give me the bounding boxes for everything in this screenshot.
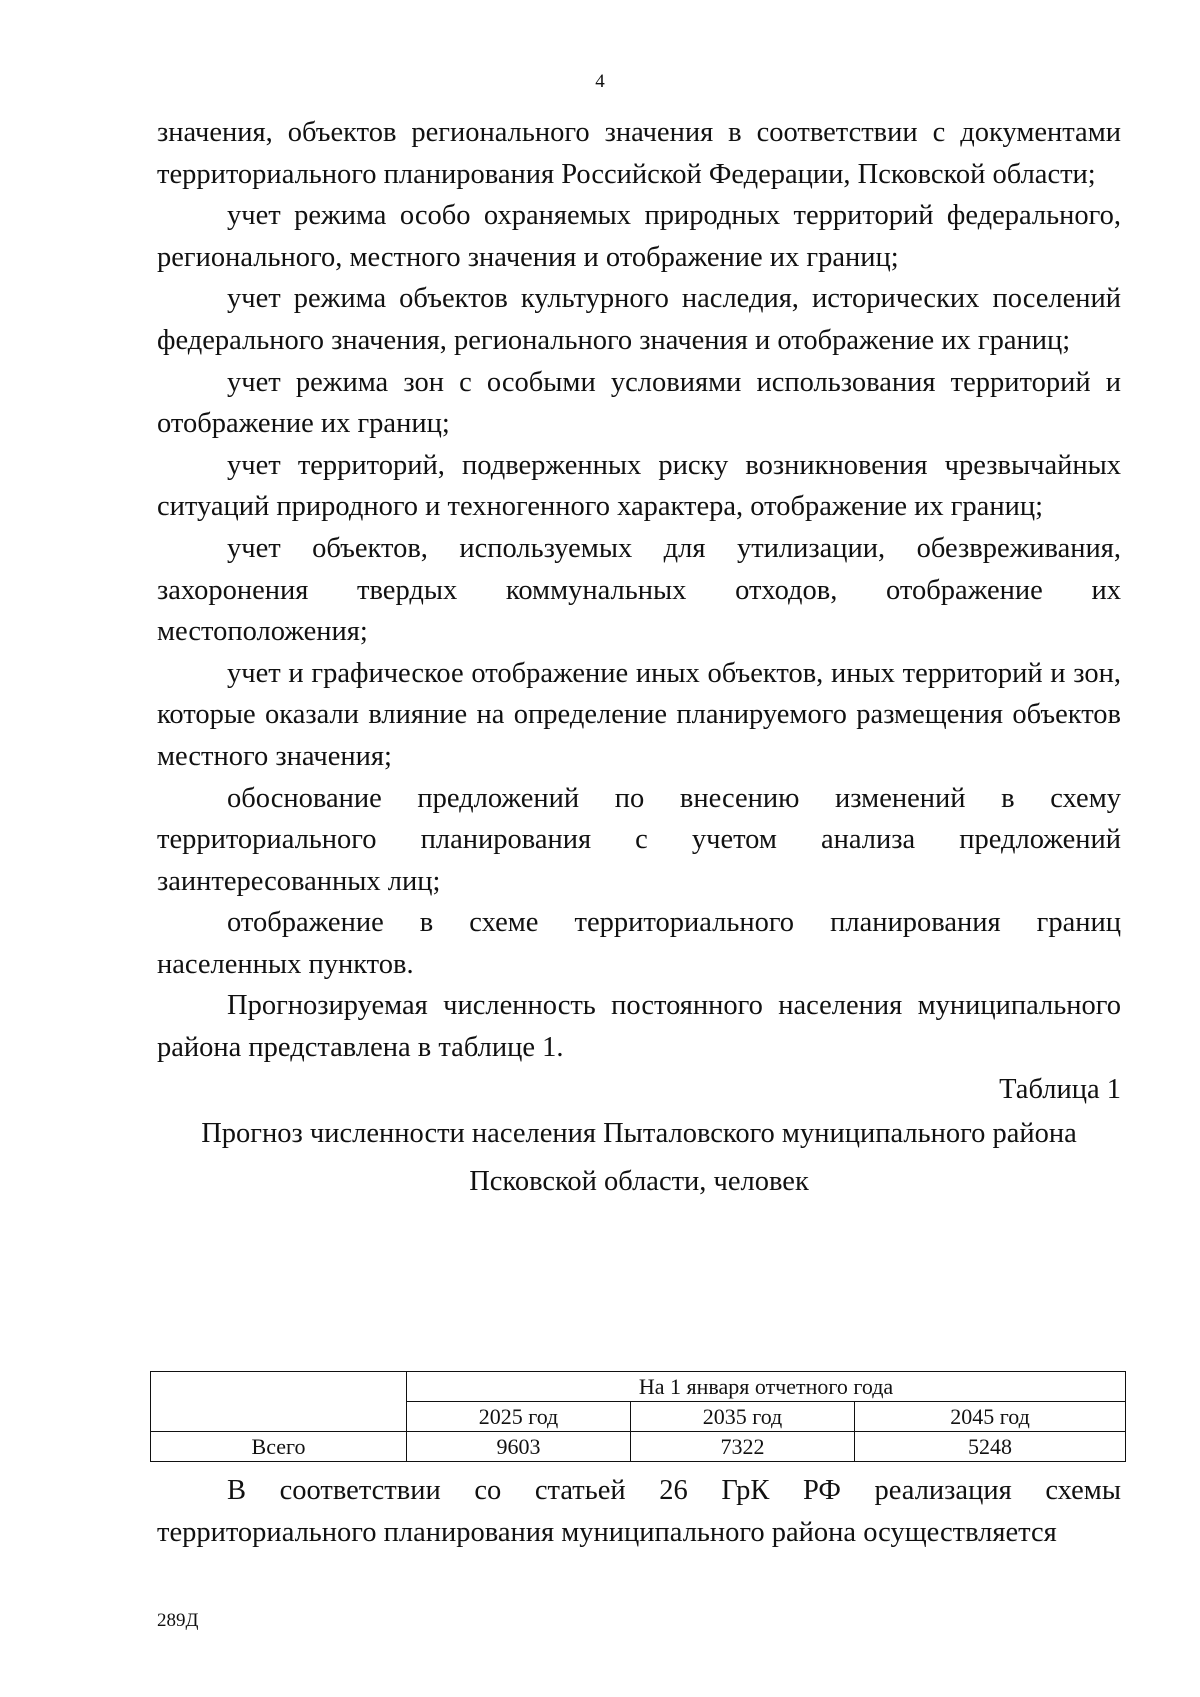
table-year-header: 2035 год <box>631 1402 855 1432</box>
paragraph-other-objects: учет и графическое отображение иных объектов, иных территорий и зон, которые оказали влияние на определение планируемого размещения объектов местного значения; <box>157 657 1121 772</box>
paragraph-continuation: значения, объектов регионального значения в соответствии с документами территориального планирования Российской Федерации, Псковской области; <box>157 117 1121 190</box>
document-code: 289Д <box>157 1610 199 1631</box>
paragraph-proposals: обоснование предложений по внесению изменений в схему территориального планирования с учетом анализа предложений заинтересованных лиц; <box>157 782 1121 897</box>
paragraph-protected-areas: учет режима особо охраняемых природных территорий федерального, регионального, местного значения и отображение их границ; <box>157 200 1121 273</box>
paragraph-implementation: В соответствии со статьей 26 ГрК РФ реализация схемы территориального планирования муниципального района осуществляется <box>157 1475 1121 1548</box>
table-row <box>151 1432 1126 1462</box>
paragraph-special-zones: учет режима зон с особыми условиями использования территорий и отображение их границ; <box>157 366 1121 440</box>
paragraph-emergency-risk: учет территорий, подверженных риску возникновения чрезвычайных ситуаций природного и техногенного характера, отображение их границ; <box>157 449 1121 523</box>
table-cell-value: 7322 <box>631 1432 855 1462</box>
table-year-header: 2025 год <box>407 1402 631 1432</box>
table-label: Таблица 1 <box>999 1073 1121 1105</box>
population-forecast-table <box>150 1371 1126 1462</box>
after-table-text <box>157 1470 1121 1553</box>
table-group-header: На 1 января отчетного года <box>407 1372 1126 1402</box>
table-cell-value: 9603 <box>407 1432 631 1462</box>
table-title-line-1: Прогноз численности населения Пыталовского муниципального района <box>201 1118 1077 1150</box>
page-number: 4 <box>595 71 605 92</box>
paragraph-cultural-heritage: учет режима объектов культурного наследия, исторических поселений федерального значения, регионального значения и отображение их границ; <box>157 283 1121 356</box>
paragraph-settlement-borders: отображение в схеме территориального планирования границ населенных пунктов. <box>157 907 1121 980</box>
table-year-header: 2045 год <box>855 1402 1126 1432</box>
table-title-line-2: Псковской области, человек <box>469 1166 809 1198</box>
paragraph-population-forecast: Прогнозируемая численность постоянного населения муниципального района представлена в таблице 1. <box>157 990 1121 1064</box>
table-row-label: Всего <box>151 1432 407 1462</box>
body-text <box>157 112 1121 1206</box>
table-corner-cell <box>151 1372 407 1432</box>
table-cell-value: 5248 <box>855 1432 1126 1462</box>
paragraph-waste-objects: учет объектов, используемых для утилизации, обезвреживания, захоронения твердых коммунальных отходов, отображение их местоположения; <box>157 532 1121 648</box>
table-header-row <box>151 1372 1126 1402</box>
